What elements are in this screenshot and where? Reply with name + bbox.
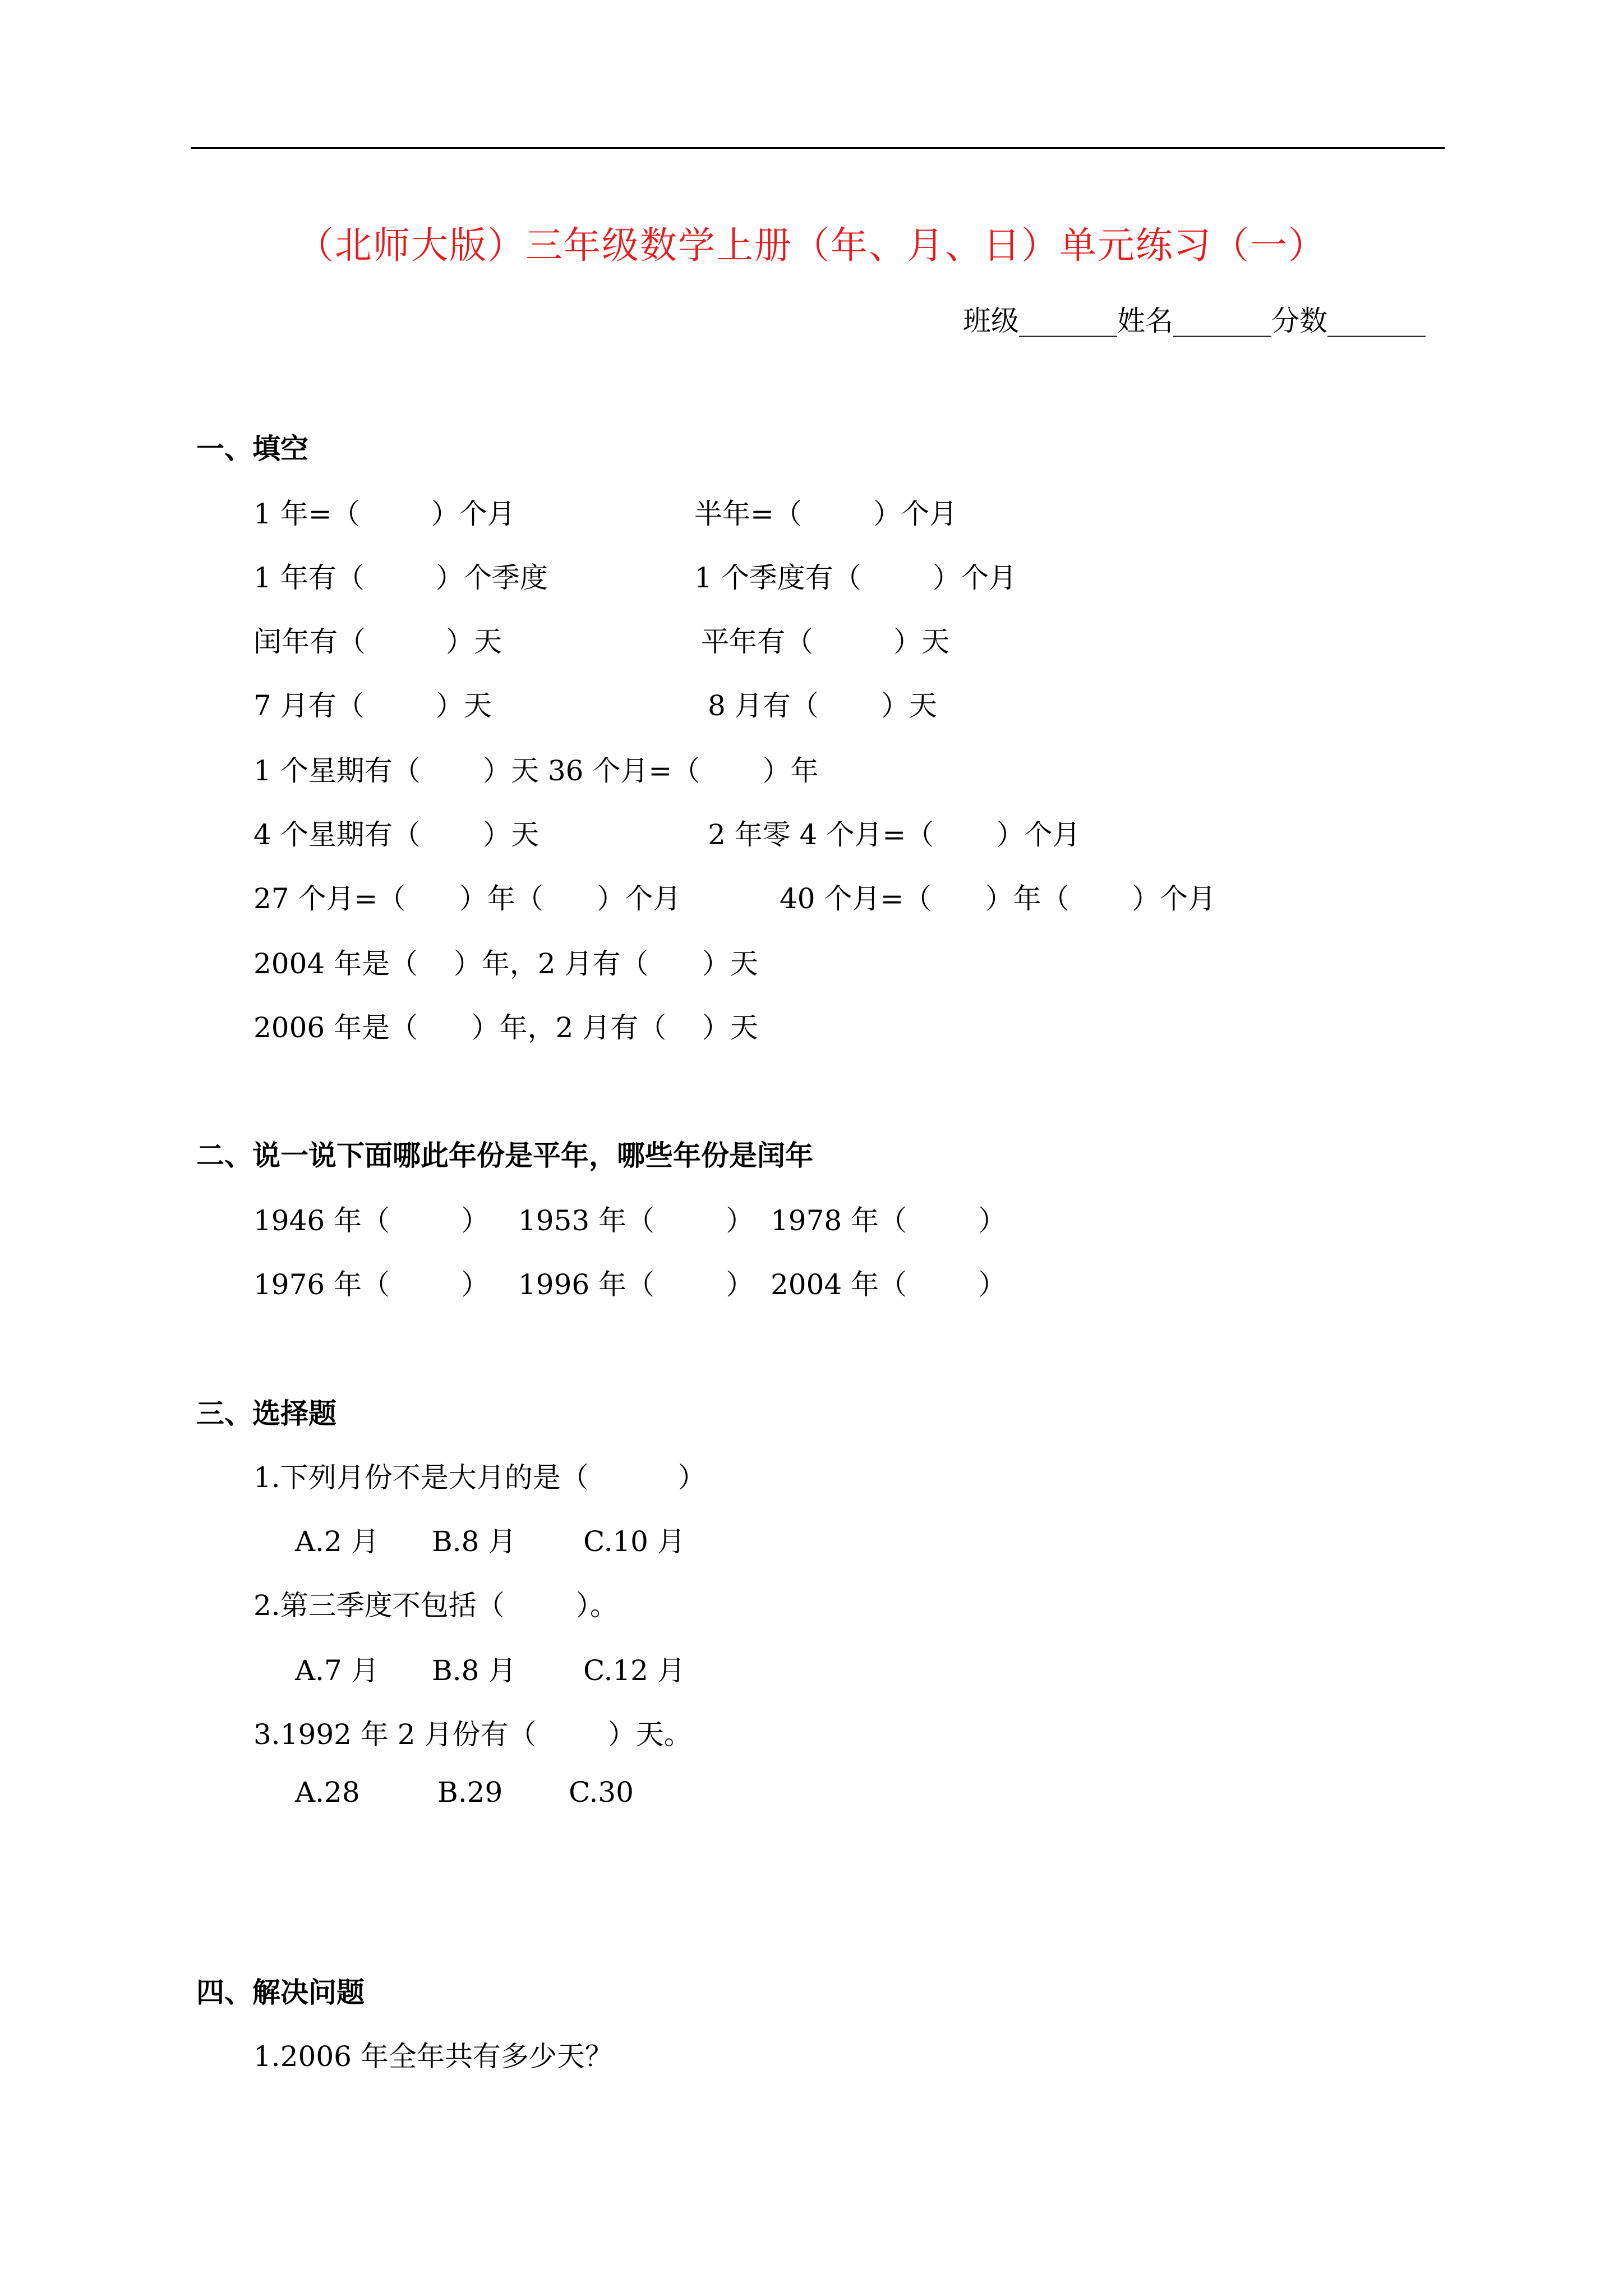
leap-year-1976: 1976 年（ ） [253,1268,490,1301]
fill-row-7-right: 40 个月=（ ）年（ ）个月 [780,882,1216,915]
fill-row-5: 1 个星期有（ ）天 36 个月=（ ）年 [253,754,819,787]
choice-1-option-c: C.10 月 [583,1525,685,1558]
leap-year-1946: 1946 年（ ） [253,1204,490,1237]
fill-row-2-right: 1 个季度有（ ）个月 [694,562,1017,594]
fill-row-1-right: 半年=（ ）个月 [694,498,958,530]
section-solve-heading: 四、解决问题 [196,1976,365,2009]
choice-3-option-a: A.28 [295,1776,360,1809]
choice-1-option-b: B.8 月 [432,1525,517,1558]
choice-question-3: 3.1992 年 2 月份有（ ）天。 [253,1718,692,1751]
fill-row-3-left: 闰年有（ ）天 [253,625,502,658]
choice-question-2: 2.第三季度不包括（ ）。 [253,1589,618,1622]
fill-row-9: 2006 年是（ ）年，2 月有（ ）天 [253,1011,758,1044]
fill-row-7-left: 27 个月=（ ）年（ ）个月 [253,882,681,915]
fill-row-6-right: 2 年零 4 个月=（ ）个月 [708,818,1081,851]
choice-1-option-a: A.2 月 [295,1525,379,1558]
student-info-line: 班级_______姓名_______分数_______ [963,305,1426,337]
fill-row-8: 2004 年是（ ）年，2 月有（ ）天 [253,947,758,980]
leap-year-1953: 1953 年（ ） [518,1204,754,1237]
choice-question-1: 1.下列月份不是大月的是（ ） [253,1461,706,1494]
choice-2-option-b: B.8 月 [432,1654,517,1687]
fill-row-3-right: 平年有（ ）天 [701,625,950,658]
leap-year-1978: 1978 年（ ） [771,1204,1007,1237]
leap-year-2004: 2004 年（ ） [771,1268,1007,1301]
section-fill-heading: 一、填空 [196,432,308,465]
fill-row-4-right: 8 月有（ ）天 [708,689,937,722]
fill-row-2-left: 1 年有（ ）个季度 [253,562,548,594]
header-rule [191,147,1445,149]
choice-2-option-c: C.12 月 [583,1654,685,1687]
page-title: （北师大版）三年级数学上册（年、月、日）单元练习（一） [297,224,1326,267]
fill-row-1-left: 1 年=（ ）个月 [253,498,515,530]
leap-year-1996: 1996 年（ ） [518,1268,754,1301]
fill-row-4-left: 7 月有（ ）天 [253,689,492,722]
section-leap-heading: 二、说一说下面哪此年份是平年，哪些年份是闰年 [196,1139,813,1172]
choice-2-option-a: A.7 月 [295,1654,379,1687]
section-choice-heading: 三、选择题 [196,1397,336,1430]
solve-question-1: 1.2006 年全年共有多少天？ [253,2040,613,2073]
fill-row-6-left: 4 个星期有（ ）天 [253,818,539,851]
choice-3-option-b: B.29 [437,1776,503,1809]
choice-3-option-c: C.30 [569,1776,634,1809]
